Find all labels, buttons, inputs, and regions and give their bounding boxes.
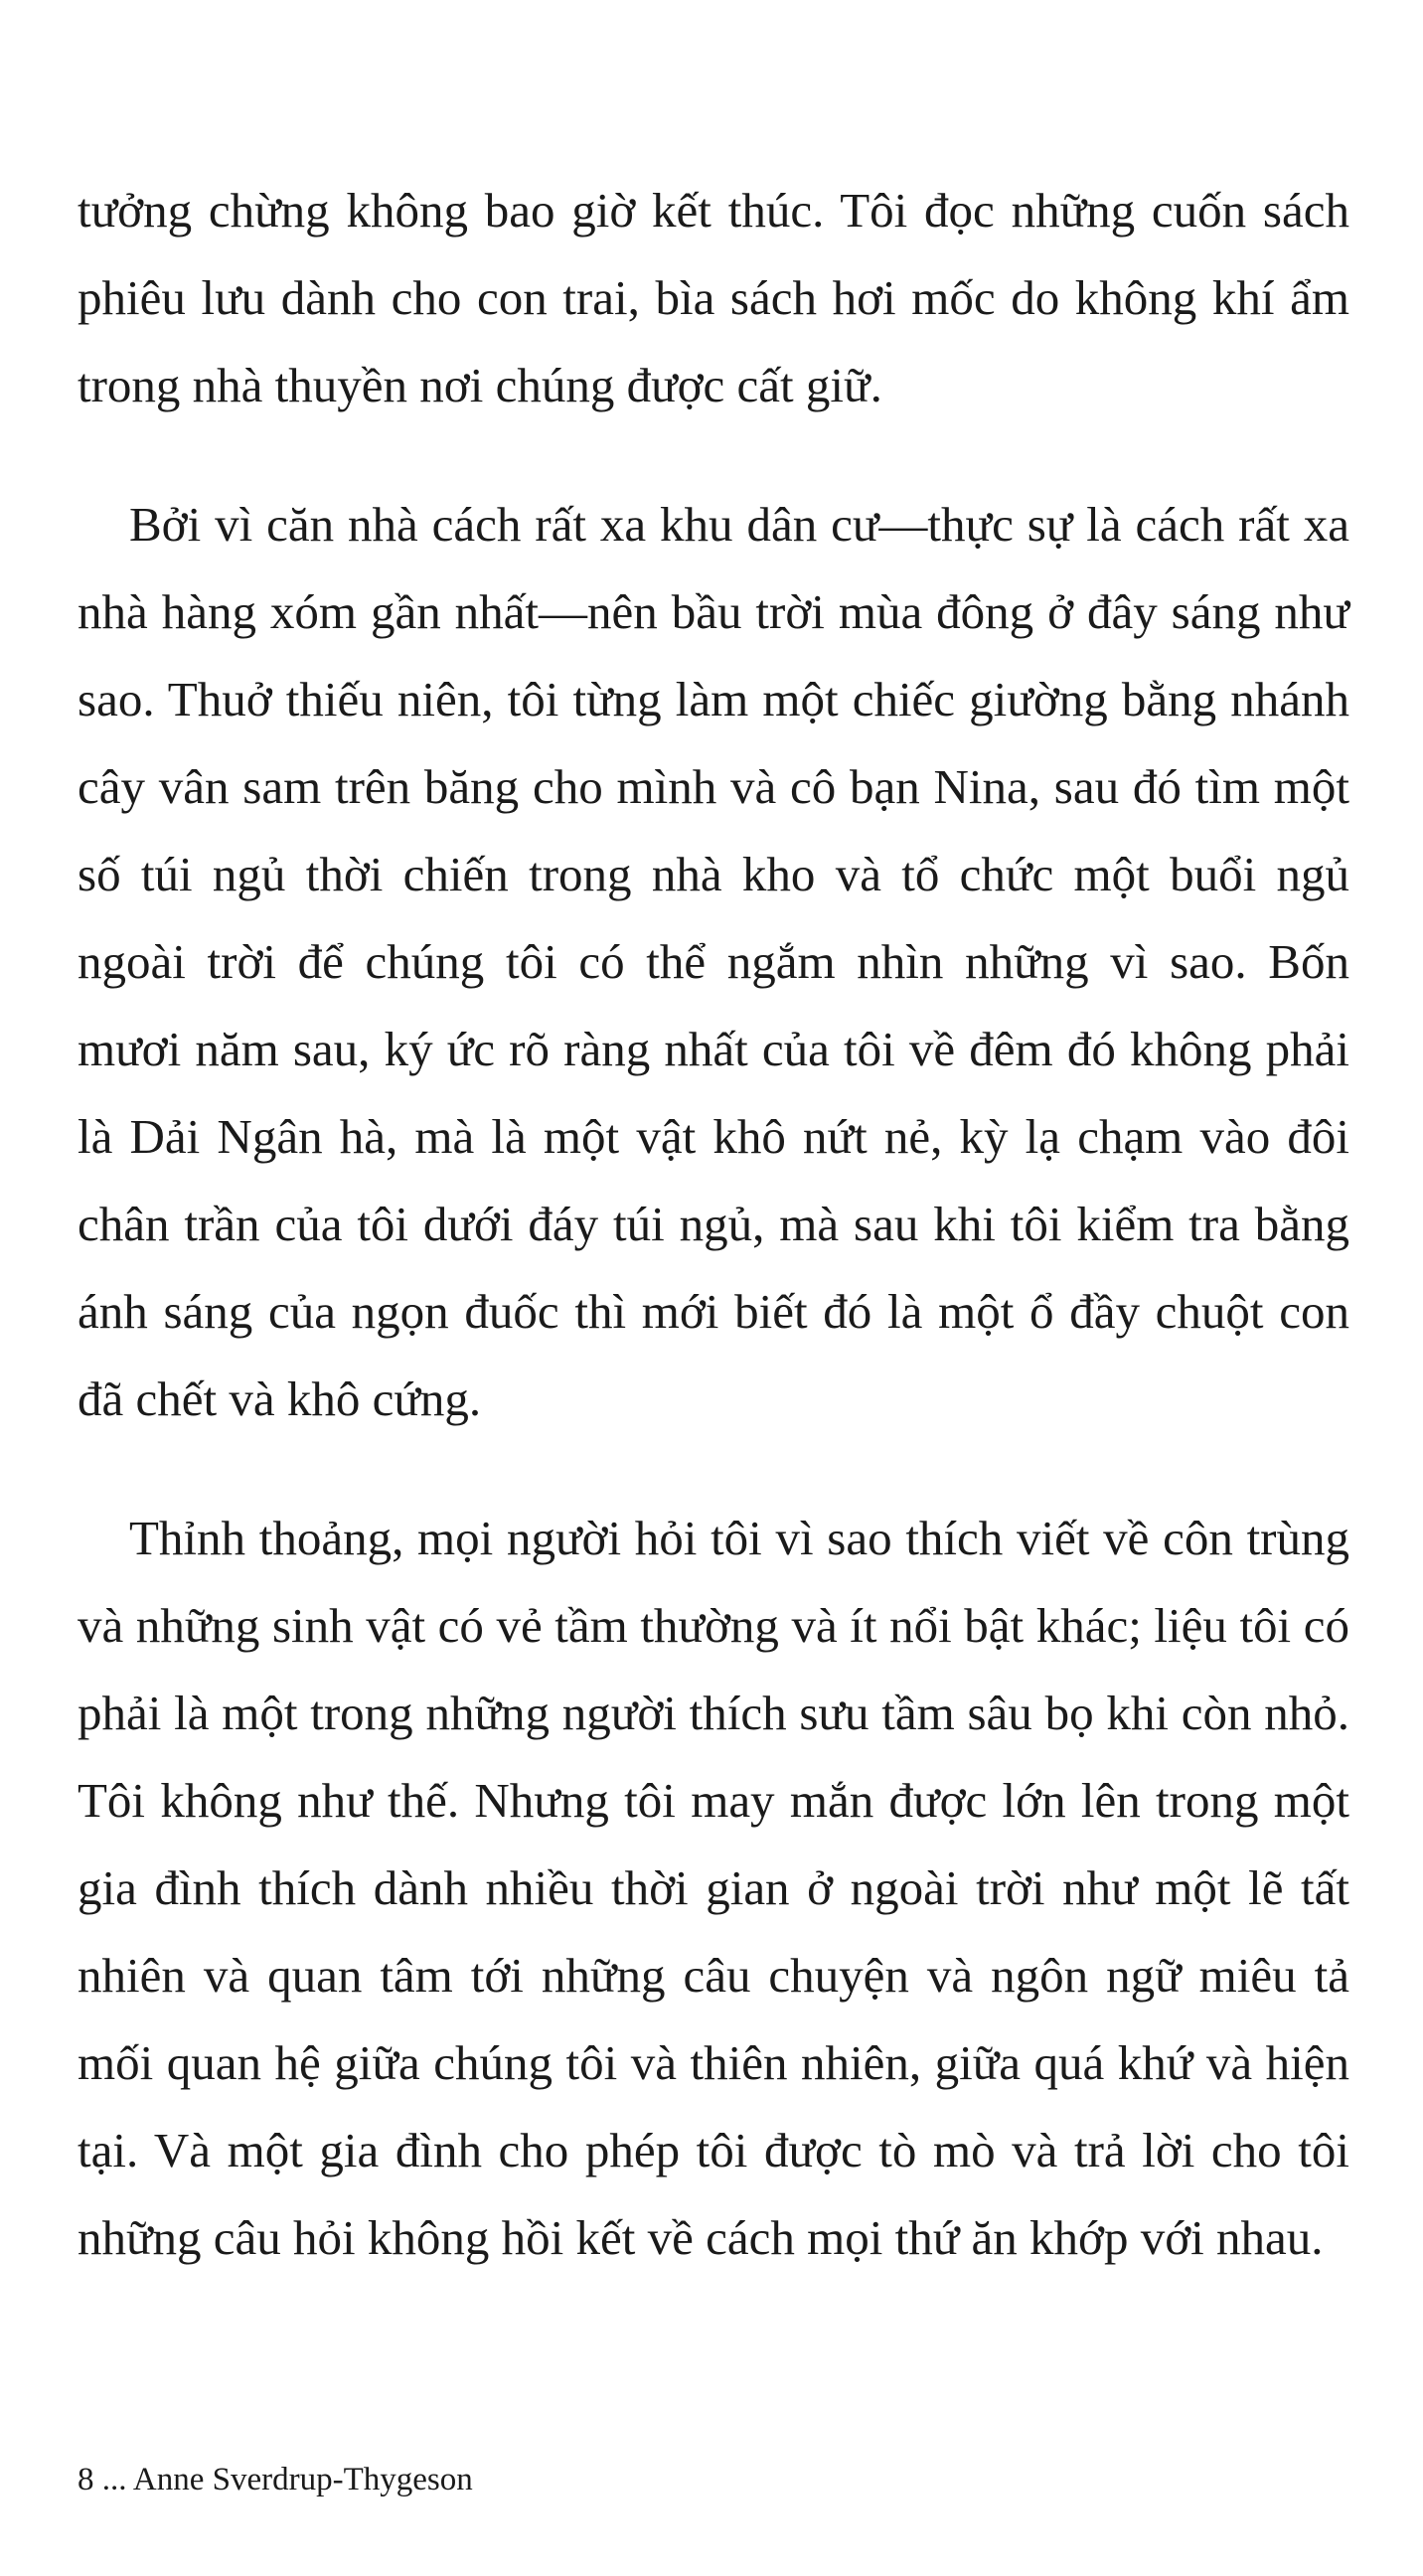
body-text bbox=[78, 167, 1349, 2282]
paragraph-3: Thỉnh thoảng, mọi người hỏi tôi vì sao thích viết về côn trùng và những sinh vật có vẻ tầm thường và ít nổi bật khác; liệu tôi có phải là một trong những người thích sưu tầm sâu bọ khi còn nhỏ. Tôi không như thế. Nhưng tôi may mắn được lớn lên trong một gia đình thích dành nhiều thời gian ở ngoài trời như một lẽ tất nhiên và quan tâm tới những câu chuyện và ngôn ngữ miêu tả mối quan hệ giữa chúng tôi và thiên nhiên, giữa quá khứ và hiện tại. Và một gia đình cho phép tôi được tò mò và trả lời cho tôi những câu hỏi không hồi kết về cách mọi thứ ăn khớp với nhau. bbox=[78, 1511, 1349, 2265]
paragraph-2: Bởi vì căn nhà cách rất xa khu dân cư—thực sự là cách rất xa nhà hàng xóm gần nhất—nên bầu trời mùa đông ở đây sáng như sao. Thuở thiếu niên, tôi từng làm một chiếc giường bằng nhánh cây vân sam trên băng cho mình và cô bạn Nina, sau đó tìm một số túi ngủ thời chiến trong nhà kho và tổ chức một buổi ngủ ngoài trời để chúng tôi có thể ngắm nhìn những vì sao. Bốn mươi năm sau, ký ức rõ ràng nhất của tôi về đêm đó không phải là Dải Ngân hà, mà là một vật khô nứt nẻ, kỳ lạ chạm vào đôi chân trần của tôi dưới đáy túi ngủ, mà sau khi tôi kiểm tra bằng ánh sáng của ngọn đuốc thì mới biết đó là một ổ đầy chuột con đã chết và khô cứng. bbox=[78, 497, 1349, 1426]
page-footer: 8 ... Anne Sverdrup-Thygeson bbox=[78, 2462, 473, 2497]
paragraph-1: tưởng chừng không bao giờ kết thúc. Tôi đọc những cuốn sách phiêu lưu dành cho con trai, bìa sách hơi mốc do không khí ẩm trong nhà thuyền nơi chúng được cất giữ. bbox=[78, 183, 1349, 412]
